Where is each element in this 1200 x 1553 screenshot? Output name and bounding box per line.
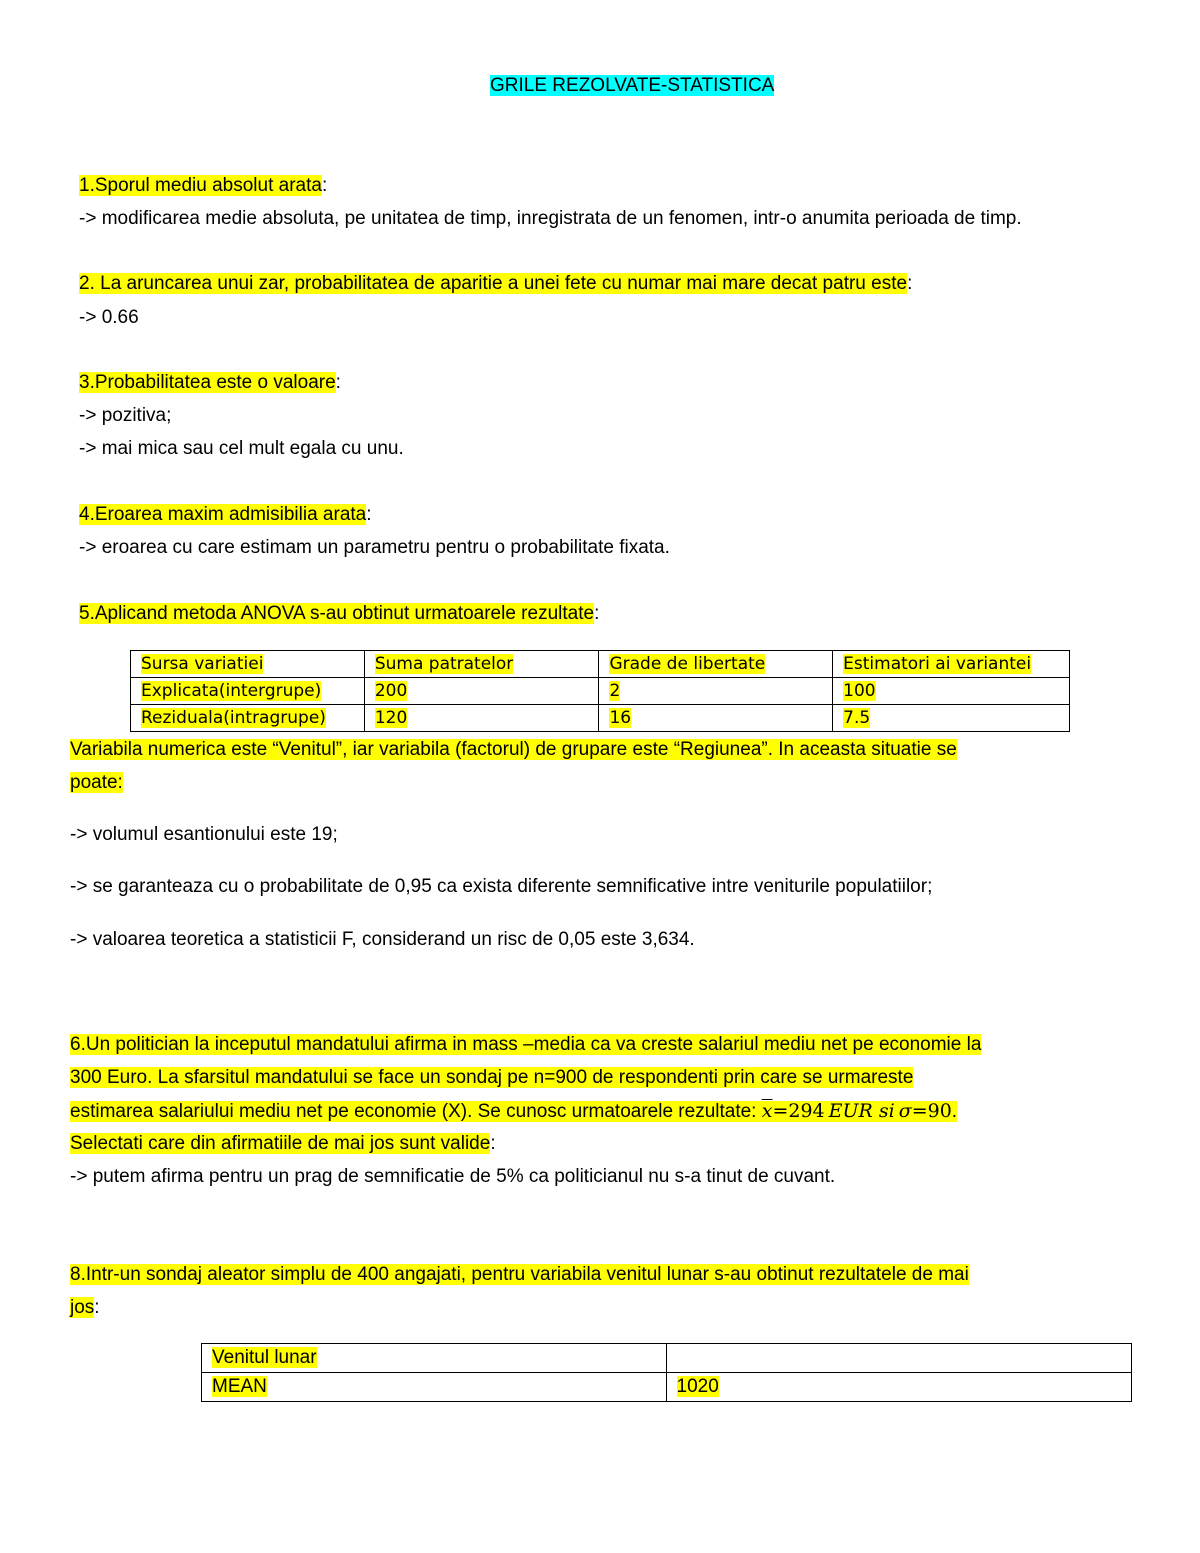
answer-2: -> 0.66 bbox=[79, 307, 139, 328]
page-title-text: GRILE REZOLVATE-STATISTICA bbox=[490, 75, 775, 96]
question-3-text: 3.Probabilitatea este o valoare bbox=[79, 372, 336, 393]
table-header-cell: Sursa variatiei bbox=[131, 651, 365, 678]
question-2-text: 2. La aruncarea unui zar, probabilitatea de aparitie a unei fete cu numar mai mare decat patru este bbox=[79, 273, 908, 294]
answer-6: -> putem afirma pentru un prag de semnificatie de 5% ca politicianul nu s-a tinut de cuvant. bbox=[70, 1166, 836, 1187]
question-1-text: 1.Sporul mediu absolut arata bbox=[79, 175, 322, 196]
question-5-statement-2: poate: bbox=[70, 772, 123, 793]
question-1-colon: : bbox=[321, 175, 328, 196]
question-8-line-2: jos: bbox=[70, 1297, 100, 1318]
question-5-statement-1: Variabila numerica este “Venitul”, iar variabila (factorul) de grupare este “Regiunea”. In aceasta situatie se bbox=[70, 739, 957, 760]
answer-1: -> modificarea medie absoluta, pe unitatea de timp, inregistrata de un fenomen, intr-o anumita perioada de timp. bbox=[79, 208, 1022, 229]
table-cell: 1020 bbox=[666, 1373, 1131, 1402]
anova-table bbox=[130, 650, 1070, 732]
table-header-cell: Suma patratelor bbox=[364, 651, 599, 678]
table-row bbox=[202, 1373, 1132, 1402]
question-6-line-4: Selectati care din afirmatiile de mai jos sunt valide: bbox=[70, 1133, 496, 1154]
question-2-colon: : bbox=[907, 273, 913, 294]
page-title bbox=[490, 74, 774, 98]
question-3-colon: : bbox=[335, 372, 341, 393]
answer-5a: -> volumul esantionului este 19; bbox=[70, 824, 338, 845]
table-cell: Explicata(intergrupe) bbox=[131, 678, 365, 705]
answer-3a: -> pozitiva; bbox=[79, 405, 172, 426]
question-6-line-3: estimarea salariului mediu net pe economie (X). Se cunosc urmatoarele rezultate: $\overline{x}=294$ EUR si σ=90. bbox=[70, 1100, 958, 1122]
table-row bbox=[131, 678, 1070, 705]
table-header-cell: Grade de libertate bbox=[599, 651, 833, 678]
table-cell: 200 bbox=[364, 678, 599, 705]
question-4-text: 4.Eroarea maxim admisibilia arata bbox=[79, 504, 367, 525]
table-cell: MEAN bbox=[202, 1373, 667, 1402]
answer-5c: -> valoarea teoretica a statisticii F, considerand un risc de 0,05 este 3,634. bbox=[70, 929, 695, 950]
table-cell: 120 bbox=[364, 705, 599, 732]
question-8-line-1: 8.Intr-un sondaj aleator simplu de 400 angajati, pentru variabila venitul lunar s-au obtinut rezultatele de mai bbox=[70, 1264, 969, 1285]
table-cell: 2 bbox=[599, 678, 833, 705]
table-cell: Venitul lunar bbox=[202, 1344, 667, 1373]
question-5 bbox=[79, 601, 599, 627]
answer-5b: -> se garanteaza cu o probabilitate de 0,95 ca exista diferente semnificative intre veniturile populatiilor; bbox=[70, 876, 933, 897]
table-header-cell: Estimatori ai variantei bbox=[833, 651, 1070, 678]
table-cell: 100 bbox=[833, 678, 1070, 705]
question-6-line-2: 300 Euro. La sfarsitul mandatului se face un sondaj pe n=900 de respondenti prin care se urmareste bbox=[70, 1067, 914, 1088]
table-row bbox=[202, 1344, 1132, 1373]
table-cell bbox=[666, 1344, 1131, 1373]
question-4-colon: : bbox=[366, 504, 372, 525]
question-5-text: 5.Aplicand metoda ANOVA s-au obtinut urmatoarele rezultate bbox=[79, 603, 595, 624]
math-formula: $\overline{x}=294$ EUR si σ=90 bbox=[761, 1100, 952, 1122]
table-row bbox=[131, 651, 1070, 678]
question-1 bbox=[79, 173, 327, 199]
question-5-colon: : bbox=[594, 603, 600, 624]
question-3 bbox=[79, 370, 341, 396]
table-cell: 7.5 bbox=[833, 705, 1070, 732]
answer-3b: -> mai mica sau cel mult egala cu unu. bbox=[79, 438, 404, 459]
question-2 bbox=[79, 271, 912, 297]
table-cell: 16 bbox=[599, 705, 833, 732]
table-row bbox=[131, 705, 1070, 732]
question-6-line-1: 6.Un politician la inceputul mandatului afirma in mass –media ca va creste salariul mediu net pe economie la bbox=[70, 1034, 982, 1055]
venit-table bbox=[201, 1343, 1132, 1402]
table-cell: Reziduala(intragrupe) bbox=[131, 705, 365, 732]
question-4 bbox=[79, 502, 372, 528]
answer-4: -> eroarea cu care estimam un parametru pentru o probabilitate fixata. bbox=[79, 537, 670, 558]
